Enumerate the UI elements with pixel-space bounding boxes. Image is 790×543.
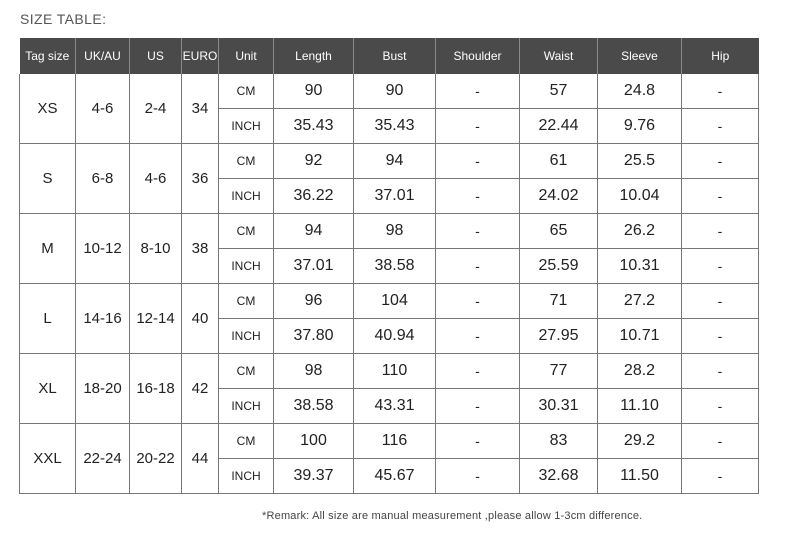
length-cell: 94 [274,214,354,249]
us-cell: 8-10 [130,214,182,284]
euro-cell: 44 [182,424,219,494]
table-row [20,354,759,389]
unit-cell: CM [219,214,274,249]
unit-cell: INCH [219,179,274,214]
length-cell: 36.22 [274,179,354,214]
tag-size-cell: XS [20,74,76,144]
shoulder-cell: - [436,459,520,494]
waist-cell: 32.68 [520,459,598,494]
euro-cell: 38 [182,214,219,284]
length-cell: 39.37 [274,459,354,494]
us-cell: 4-6 [130,144,182,214]
header-shoulder: Shoulder [436,38,520,74]
bust-cell: 94 [354,144,436,179]
bust-cell: 35.43 [354,109,436,144]
unit-cell: CM [219,284,274,319]
bust-cell: 110 [354,354,436,389]
sleeve-cell: 11.50 [598,459,682,494]
remark-note: *Remark: All size are manual measurement ,please allow 1-3cm difference. [262,510,643,522]
waist-cell: 71 [520,284,598,319]
us-cell: 12-14 [130,284,182,354]
header-bust: Bust [354,38,436,74]
table-row [20,284,759,319]
us-cell: 16-18 [130,354,182,424]
unit-cell: CM [219,144,274,179]
euro-cell: 34 [182,74,219,144]
hip-cell: - [682,144,759,179]
shoulder-cell: - [436,284,520,319]
length-cell: 90 [274,74,354,109]
size-table [19,38,759,494]
header-unit: Unit [219,38,274,74]
hip-cell: - [682,74,759,109]
unit-cell: INCH [219,109,274,144]
sleeve-cell: 10.71 [598,319,682,354]
length-cell: 35.43 [274,109,354,144]
header-tag-size: Tag size [20,38,76,74]
waist-cell: 30.31 [520,389,598,424]
waist-cell: 22.44 [520,109,598,144]
shoulder-cell: - [436,354,520,389]
bust-cell: 98 [354,214,436,249]
uk-au-cell: 14-16 [76,284,130,354]
bust-cell: 40.94 [354,319,436,354]
table-row [20,74,759,109]
waist-cell: 61 [520,144,598,179]
tag-size-cell: XL [20,354,76,424]
unit-cell: CM [219,74,274,109]
shoulder-cell: - [436,249,520,284]
length-cell: 98 [274,354,354,389]
header-sleeve: Sleeve [598,38,682,74]
unit-cell: INCH [219,249,274,284]
unit-cell: CM [219,354,274,389]
hip-cell: - [682,214,759,249]
length-cell: 37.01 [274,249,354,284]
tag-size-cell: XXL [20,424,76,494]
table-row [20,424,759,459]
bust-cell: 37.01 [354,179,436,214]
sleeve-cell: 29.2 [598,424,682,459]
unit-cell: INCH [219,459,274,494]
hip-cell: - [682,109,759,144]
euro-cell: 36 [182,144,219,214]
header-row [20,38,759,74]
sleeve-cell: 26.2 [598,214,682,249]
header-us: US [130,38,182,74]
page-title: SIZE TABLE: [20,11,107,27]
euro-cell: 42 [182,354,219,424]
bust-cell: 43.31 [354,389,436,424]
hip-cell: - [682,179,759,214]
hip-cell: - [682,424,759,459]
hip-cell: - [682,354,759,389]
sleeve-cell: 10.31 [598,249,682,284]
header-uk-au: UK/AU [76,38,130,74]
sleeve-cell: 24.8 [598,74,682,109]
table-row [20,214,759,249]
uk-au-cell: 22-24 [76,424,130,494]
hip-cell: - [682,389,759,424]
shoulder-cell: - [436,319,520,354]
waist-cell: 25.59 [520,249,598,284]
uk-au-cell: 4-6 [76,74,130,144]
uk-au-cell: 18-20 [76,354,130,424]
waist-cell: 57 [520,74,598,109]
shoulder-cell: - [436,214,520,249]
header-length: Length [274,38,354,74]
bust-cell: 38.58 [354,249,436,284]
tag-size-cell: M [20,214,76,284]
shoulder-cell: - [436,389,520,424]
us-cell: 20-22 [130,424,182,494]
sleeve-cell: 27.2 [598,284,682,319]
bust-cell: 45.67 [354,459,436,494]
unit-cell: INCH [219,319,274,354]
bust-cell: 116 [354,424,436,459]
hip-cell: - [682,284,759,319]
table-row [20,144,759,179]
sleeve-cell: 28.2 [598,354,682,389]
waist-cell: 65 [520,214,598,249]
tag-size-cell: L [20,284,76,354]
bust-cell: 90 [354,74,436,109]
shoulder-cell: - [436,179,520,214]
unit-cell: INCH [219,389,274,424]
header-euro: EURO [182,38,219,74]
shoulder-cell: - [436,74,520,109]
sleeve-cell: 10.04 [598,179,682,214]
waist-cell: 24.02 [520,179,598,214]
sleeve-cell: 25.5 [598,144,682,179]
uk-au-cell: 6-8 [76,144,130,214]
header-waist: Waist [520,38,598,74]
length-cell: 37.80 [274,319,354,354]
shoulder-cell: - [436,109,520,144]
tag-size-cell: S [20,144,76,214]
sleeve-cell: 9.76 [598,109,682,144]
us-cell: 2-4 [130,74,182,144]
shoulder-cell: - [436,424,520,459]
length-cell: 92 [274,144,354,179]
sleeve-cell: 11.10 [598,389,682,424]
hip-cell: - [682,459,759,494]
bust-cell: 104 [354,284,436,319]
waist-cell: 77 [520,354,598,389]
unit-cell: CM [219,424,274,459]
length-cell: 38.58 [274,389,354,424]
shoulder-cell: - [436,144,520,179]
waist-cell: 83 [520,424,598,459]
hip-cell: - [682,249,759,284]
euro-cell: 40 [182,284,219,354]
hip-cell: - [682,319,759,354]
length-cell: 100 [274,424,354,459]
waist-cell: 27.95 [520,319,598,354]
uk-au-cell: 10-12 [76,214,130,284]
header-hip: Hip [682,38,759,74]
length-cell: 96 [274,284,354,319]
